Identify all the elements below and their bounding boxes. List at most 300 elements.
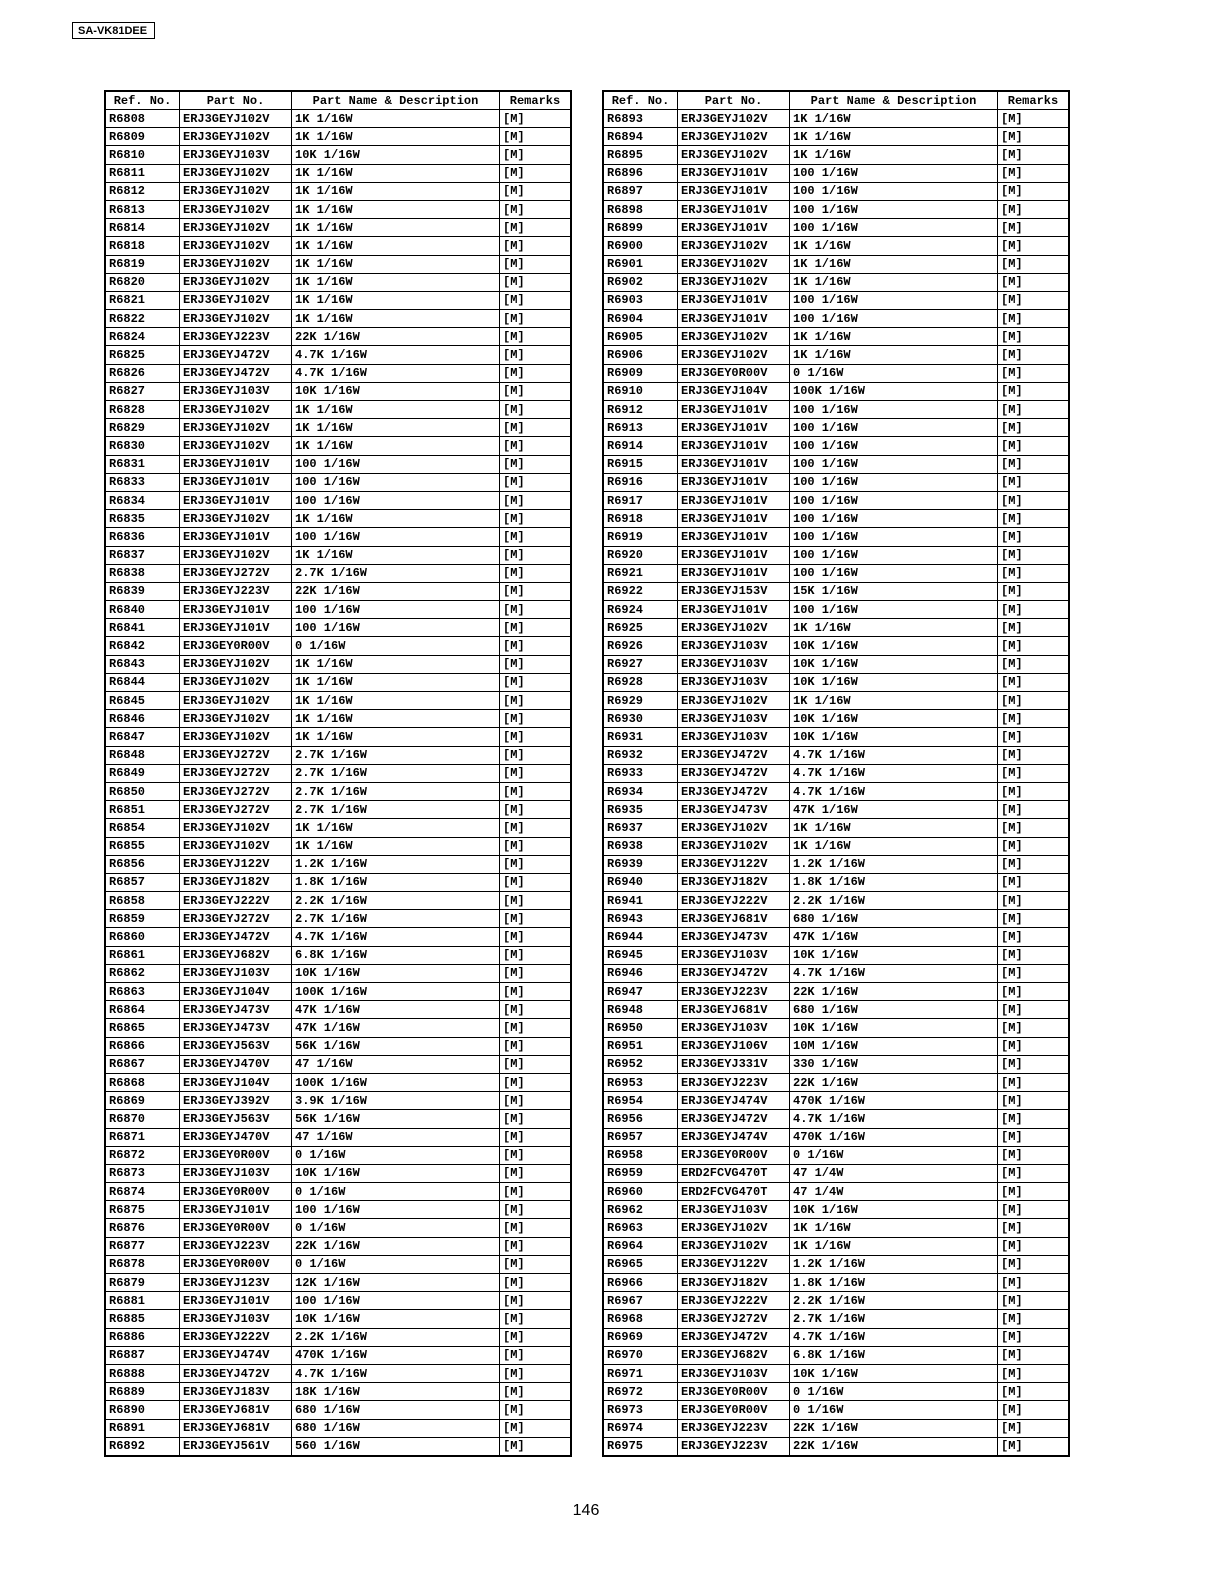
- part-no-cell: ERJ3GEY0R00V: [678, 1146, 790, 1164]
- part-no-cell: ERJ3GEYJ104V: [678, 382, 790, 400]
- ref-no-cell: R6925: [603, 619, 678, 637]
- ref-no-cell: R6937: [603, 819, 678, 837]
- table-row: [105, 837, 571, 855]
- ref-no-cell: R6957: [603, 1128, 678, 1146]
- remarks-cell: [M]: [998, 182, 1070, 200]
- ref-no-cell: R6951: [603, 1037, 678, 1055]
- remarks-cell: [M]: [998, 491, 1070, 509]
- table-row: [603, 782, 1069, 800]
- remarks-cell: [M]: [500, 346, 572, 364]
- description-cell: 22K 1/16W: [790, 983, 998, 1001]
- part-no-cell: ERJ3GEYJ102V: [180, 437, 292, 455]
- table-row: [105, 164, 571, 182]
- table-row: [105, 382, 571, 400]
- description-cell: 1K 1/16W: [292, 819, 500, 837]
- table-row: [603, 1346, 1069, 1364]
- part-no-cell: ERJ3GEYJ182V: [678, 873, 790, 891]
- description-cell: 100 1/16W: [790, 291, 998, 309]
- part-no-cell: ERD2FCVG470T: [678, 1164, 790, 1182]
- table-row: [603, 928, 1069, 946]
- table-row: [105, 1328, 571, 1346]
- table-row: [603, 255, 1069, 273]
- remarks-cell: [M]: [998, 1310, 1070, 1328]
- description-cell: 47K 1/16W: [790, 928, 998, 946]
- remarks-cell: [M]: [500, 801, 572, 819]
- table-row: [603, 364, 1069, 382]
- table-row: [603, 1073, 1069, 1091]
- ref-no-cell: R6814: [105, 219, 180, 237]
- remarks-cell: [M]: [500, 983, 572, 1001]
- ref-no-cell: R6827: [105, 382, 180, 400]
- part-no-cell: ERJ3GEYJ102V: [180, 837, 292, 855]
- table-row: [603, 655, 1069, 673]
- col-remarks: Remarks: [500, 91, 572, 110]
- description-cell: 1K 1/16W: [292, 310, 500, 328]
- table-row: [105, 346, 571, 364]
- remarks-cell: [M]: [500, 200, 572, 218]
- remarks-cell: [M]: [998, 1073, 1070, 1091]
- ref-no-cell: R6938: [603, 837, 678, 855]
- description-cell: 2.7K 1/16W: [292, 764, 500, 782]
- part-no-cell: ERJ3GEYJ102V: [180, 419, 292, 437]
- table-row: [105, 237, 571, 255]
- ref-no-cell: R6909: [603, 364, 678, 382]
- part-no-cell: ERJ3GEYJ103V: [180, 146, 292, 164]
- ref-no-cell: R6868: [105, 1073, 180, 1091]
- ref-no-cell: R6875: [105, 1201, 180, 1219]
- description-cell: 18K 1/16W: [292, 1383, 500, 1401]
- part-no-cell: ERJ3GEYJ101V: [678, 164, 790, 182]
- part-no-cell: ERJ3GEY0R00V: [678, 1401, 790, 1419]
- ref-no-cell: R6886: [105, 1328, 180, 1346]
- table-row: [603, 564, 1069, 582]
- table-row: [105, 1019, 571, 1037]
- remarks-cell: [M]: [998, 1001, 1070, 1019]
- header-row: [105, 91, 571, 110]
- remarks-cell: [M]: [998, 310, 1070, 328]
- ref-no-cell: R6865: [105, 1019, 180, 1037]
- part-no-cell: ERJ3GEYJ472V: [678, 782, 790, 800]
- table-row: [105, 910, 571, 928]
- part-no-cell: ERJ3GEYJ101V: [678, 546, 790, 564]
- description-cell: 0 1/16W: [292, 637, 500, 655]
- description-cell: 1K 1/16W: [292, 728, 500, 746]
- remarks-cell: [M]: [500, 819, 572, 837]
- col-part-no: Part No.: [678, 91, 790, 110]
- ref-no-cell: R6870: [105, 1110, 180, 1128]
- table-row: [603, 455, 1069, 473]
- description-cell: 1.2K 1/16W: [292, 855, 500, 873]
- ref-no-cell: R6862: [105, 964, 180, 982]
- description-cell: 1K 1/16W: [790, 819, 998, 837]
- part-no-cell: ERJ3GEYJ102V: [678, 1237, 790, 1255]
- ref-no-cell: R6969: [603, 1328, 678, 1346]
- table-row: [105, 964, 571, 982]
- table-header: [105, 91, 571, 110]
- remarks-cell: [M]: [500, 1237, 572, 1255]
- ref-no-cell: R6960: [603, 1183, 678, 1201]
- ref-no-cell: R6844: [105, 673, 180, 691]
- remarks-cell: [M]: [998, 1110, 1070, 1128]
- table-row: [603, 728, 1069, 746]
- remarks-cell: [M]: [500, 1201, 572, 1219]
- remarks-cell: [M]: [998, 382, 1070, 400]
- remarks-cell: [M]: [500, 928, 572, 946]
- remarks-cell: [M]: [500, 710, 572, 728]
- description-cell: 100 1/16W: [790, 528, 998, 546]
- part-no-cell: ERJ3GEYJ561V: [180, 1437, 292, 1456]
- part-no-cell: ERJ3GEYJ563V: [180, 1037, 292, 1055]
- table-row: [105, 1437, 571, 1456]
- table-row: [105, 546, 571, 564]
- table-row: [105, 764, 571, 782]
- table-row: [603, 964, 1069, 982]
- part-no-cell: ERJ3GEYJ102V: [180, 510, 292, 528]
- table-row: [603, 710, 1069, 728]
- table-row: [105, 1419, 571, 1437]
- ref-no-cell: R6934: [603, 782, 678, 800]
- description-cell: 100 1/16W: [790, 564, 998, 582]
- part-no-cell: ERJ3GEYJ102V: [180, 182, 292, 200]
- table-row: [105, 855, 571, 873]
- part-no-cell: ERJ3GEYJ103V: [678, 946, 790, 964]
- ref-no-cell: R6842: [105, 637, 180, 655]
- description-cell: 1K 1/16W: [292, 710, 500, 728]
- ref-no-cell: R6864: [105, 1001, 180, 1019]
- ref-no-cell: R6839: [105, 582, 180, 600]
- remarks-cell: [M]: [500, 1037, 572, 1055]
- table-row: [105, 1146, 571, 1164]
- ref-no-cell: R6847: [105, 728, 180, 746]
- ref-no-cell: R6900: [603, 237, 678, 255]
- description-cell: 1K 1/16W: [790, 346, 998, 364]
- remarks-cell: [M]: [998, 946, 1070, 964]
- part-no-cell: ERJ3GEYJ101V: [678, 291, 790, 309]
- table-row: [603, 291, 1069, 309]
- ref-no-cell: R6944: [603, 928, 678, 946]
- remarks-cell: [M]: [500, 564, 572, 582]
- description-cell: 4.7K 1/16W: [790, 1328, 998, 1346]
- table-row: [105, 928, 571, 946]
- remarks-cell: [M]: [500, 782, 572, 800]
- part-no-cell: ERJ3GEYJ681V: [180, 1401, 292, 1419]
- part-no-cell: ERJ3GEYJ103V: [180, 964, 292, 982]
- description-cell: 1.8K 1/16W: [790, 873, 998, 891]
- col-remarks: Remarks: [998, 91, 1070, 110]
- ref-no-cell: R6950: [603, 1019, 678, 1037]
- remarks-cell: [M]: [500, 837, 572, 855]
- part-no-cell: ERJ3GEYJ272V: [180, 746, 292, 764]
- ref-no-cell: R6856: [105, 855, 180, 873]
- model-tag: SA-VK81DEE: [72, 22, 155, 39]
- ref-no-cell: R6894: [603, 128, 678, 146]
- description-cell: 1.8K 1/16W: [790, 1274, 998, 1292]
- table-row: [105, 1164, 571, 1182]
- part-no-cell: ERJ3GEYJ472V: [180, 1364, 292, 1382]
- table-row: [603, 1255, 1069, 1273]
- ref-no-cell: R6871: [105, 1128, 180, 1146]
- part-no-cell: ERJ3GEY0R00V: [180, 1219, 292, 1237]
- remarks-cell: [M]: [998, 601, 1070, 619]
- remarks-cell: [M]: [500, 1128, 572, 1146]
- ref-no-cell: R6810: [105, 146, 180, 164]
- description-cell: 47 1/4W: [790, 1164, 998, 1182]
- ref-no-cell: R6835: [105, 510, 180, 528]
- remarks-cell: [M]: [998, 764, 1070, 782]
- ref-no-cell: R6873: [105, 1164, 180, 1182]
- table-row: [603, 473, 1069, 491]
- part-no-cell: ERJ3GEYJ153V: [678, 582, 790, 600]
- part-no-cell: ERJ3GEYJ103V: [678, 1364, 790, 1382]
- part-no-cell: ERJ3GEYJ101V: [678, 310, 790, 328]
- description-cell: 100 1/16W: [790, 401, 998, 419]
- part-no-cell: ERJ3GEYJ331V: [678, 1055, 790, 1073]
- description-cell: 4.7K 1/16W: [292, 364, 500, 382]
- table-row: [603, 128, 1069, 146]
- table-row: [603, 146, 1069, 164]
- ref-no-cell: R6877: [105, 1237, 180, 1255]
- ref-no-cell: R6850: [105, 782, 180, 800]
- description-cell: 100K 1/16W: [292, 983, 500, 1001]
- description-cell: 1K 1/16W: [790, 237, 998, 255]
- remarks-cell: [M]: [998, 637, 1070, 655]
- description-cell: 1K 1/16W: [292, 546, 500, 564]
- description-cell: 56K 1/16W: [292, 1110, 500, 1128]
- remarks-cell: [M]: [500, 601, 572, 619]
- part-no-cell: ERJ3GEYJ470V: [180, 1055, 292, 1073]
- part-no-cell: ERJ3GEYJ102V: [180, 401, 292, 419]
- description-cell: 4.7K 1/16W: [790, 746, 998, 764]
- remarks-cell: [M]: [998, 582, 1070, 600]
- table-row: [603, 910, 1069, 928]
- ref-no-cell: R6855: [105, 837, 180, 855]
- ref-no-cell: R6887: [105, 1346, 180, 1364]
- ref-no-cell: R6819: [105, 255, 180, 273]
- description-cell: 100 1/16W: [790, 455, 998, 473]
- part-no-cell: ERJ3GEYJ222V: [180, 892, 292, 910]
- table-row: [105, 946, 571, 964]
- part-no-cell: ERJ3GEYJ102V: [180, 291, 292, 309]
- description-cell: 10K 1/16W: [790, 1201, 998, 1219]
- part-no-cell: ERJ3GEYJ681V: [678, 910, 790, 928]
- ref-no-cell: R6910: [603, 382, 678, 400]
- part-no-cell: ERJ3GEYJ102V: [180, 819, 292, 837]
- part-no-cell: ERJ3GEYJ474V: [678, 1128, 790, 1146]
- table-row: [105, 1055, 571, 1073]
- ref-no-cell: R6866: [105, 1037, 180, 1055]
- table-row: [603, 401, 1069, 419]
- part-no-cell: ERJ3GEYJ474V: [678, 1092, 790, 1110]
- table-row: [105, 328, 571, 346]
- description-cell: 680 1/16W: [790, 1001, 998, 1019]
- ref-no-cell: R6956: [603, 1110, 678, 1128]
- description-cell: 10K 1/16W: [292, 1164, 500, 1182]
- remarks-cell: [M]: [500, 273, 572, 291]
- part-no-cell: ERJ3GEYJ122V: [180, 855, 292, 873]
- table-row: [105, 892, 571, 910]
- remarks-cell: [M]: [500, 637, 572, 655]
- ref-no-cell: R6974: [603, 1419, 678, 1437]
- remarks-cell: [M]: [500, 237, 572, 255]
- part-no-cell: ERJ3GEYJ101V: [180, 491, 292, 509]
- table-row: [603, 1310, 1069, 1328]
- part-no-cell: ERJ3GEYJ392V: [180, 1092, 292, 1110]
- description-cell: 10K 1/16W: [790, 655, 998, 673]
- part-no-cell: ERJ3GEYJ103V: [180, 1310, 292, 1328]
- description-cell: 1K 1/16W: [292, 219, 500, 237]
- ref-no-cell: R6874: [105, 1183, 180, 1201]
- table-row: [105, 219, 571, 237]
- ref-no-cell: R6876: [105, 1219, 180, 1237]
- remarks-cell: [M]: [500, 364, 572, 382]
- remarks-cell: [M]: [998, 1237, 1070, 1255]
- description-cell: 0 1/16W: [292, 1183, 500, 1201]
- table-row: [603, 983, 1069, 1001]
- table-body: [105, 110, 571, 1456]
- description-cell: 22K 1/16W: [790, 1073, 998, 1091]
- remarks-cell: [M]: [998, 255, 1070, 273]
- table-row: [603, 837, 1069, 855]
- ref-no-cell: R6854: [105, 819, 180, 837]
- ref-no-cell: R6943: [603, 910, 678, 928]
- remarks-cell: [M]: [998, 110, 1070, 128]
- part-no-cell: ERJ3GEYJ222V: [678, 1292, 790, 1310]
- table-row: [105, 401, 571, 419]
- table-row: [105, 637, 571, 655]
- remarks-cell: [M]: [998, 237, 1070, 255]
- ref-no-cell: R6917: [603, 491, 678, 509]
- part-no-cell: ERJ3GEYJ104V: [180, 1073, 292, 1091]
- remarks-cell: [M]: [500, 146, 572, 164]
- ref-no-cell: R6813: [105, 200, 180, 218]
- table-row: [105, 1110, 571, 1128]
- part-no-cell: ERJ3GEYJ102V: [180, 673, 292, 691]
- part-no-cell: ERJ3GEYJ103V: [678, 673, 790, 691]
- table-row: [603, 273, 1069, 291]
- table-row: [105, 437, 571, 455]
- remarks-cell: [M]: [998, 673, 1070, 691]
- table-row: [603, 200, 1069, 218]
- ref-no-cell: R6947: [603, 983, 678, 1001]
- remarks-cell: [M]: [998, 837, 1070, 855]
- remarks-cell: [M]: [500, 528, 572, 546]
- description-cell: 0 1/16W: [790, 364, 998, 382]
- table-row: [105, 1219, 571, 1237]
- ref-no-cell: R6843: [105, 655, 180, 673]
- part-no-cell: ERJ3GEYJ106V: [678, 1037, 790, 1055]
- ref-no-cell: R6846: [105, 710, 180, 728]
- ref-no-cell: R6914: [603, 437, 678, 455]
- part-no-cell: ERJ3GEYJ102V: [678, 1219, 790, 1237]
- table-row: [105, 1292, 571, 1310]
- ref-no-cell: R6962: [603, 1201, 678, 1219]
- remarks-cell: [M]: [500, 1092, 572, 1110]
- description-cell: 1.2K 1/16W: [790, 1255, 998, 1273]
- ref-no-cell: R6901: [603, 255, 678, 273]
- description-cell: 47K 1/16W: [292, 1001, 500, 1019]
- part-no-cell: ERJ3GEY0R00V: [180, 1255, 292, 1273]
- ref-no-cell: R6809: [105, 128, 180, 146]
- part-no-cell: ERJ3GEYJ223V: [180, 582, 292, 600]
- table-row: [105, 655, 571, 673]
- part-no-cell: ERJ3GEYJ183V: [180, 1383, 292, 1401]
- table-row: [603, 1037, 1069, 1055]
- part-no-cell: ERJ3GEYJ682V: [678, 1346, 790, 1364]
- table-row: [105, 601, 571, 619]
- remarks-cell: [M]: [500, 692, 572, 710]
- description-cell: 12K 1/16W: [292, 1274, 500, 1292]
- remarks-cell: [M]: [500, 1255, 572, 1273]
- col-description: Part Name & Description: [790, 91, 998, 110]
- table-row: [105, 873, 571, 891]
- ref-no-cell: R6939: [603, 855, 678, 873]
- ref-no-cell: R6845: [105, 692, 180, 710]
- part-no-cell: ERJ3GEYJ272V: [180, 564, 292, 582]
- ref-no-cell: R6919: [603, 528, 678, 546]
- remarks-cell: [M]: [998, 655, 1070, 673]
- table-row: [603, 1055, 1069, 1073]
- col-ref-no: Ref. No.: [603, 91, 678, 110]
- remarks-cell: [M]: [998, 873, 1070, 891]
- part-no-cell: ERJ3GEYJ101V: [180, 473, 292, 491]
- description-cell: 100 1/16W: [292, 491, 500, 509]
- col-part-no: Part No.: [180, 91, 292, 110]
- part-no-cell: ERJ3GEYJ101V: [678, 528, 790, 546]
- part-no-cell: ERJ3GEYJ103V: [678, 1201, 790, 1219]
- remarks-cell: [M]: [500, 455, 572, 473]
- ref-no-cell: R6820: [105, 273, 180, 291]
- remarks-cell: [M]: [998, 510, 1070, 528]
- table-row: [105, 273, 571, 291]
- remarks-cell: [M]: [998, 710, 1070, 728]
- ref-no-cell: R6837: [105, 546, 180, 564]
- description-cell: 1K 1/16W: [790, 837, 998, 855]
- part-no-cell: ERJ3GEYJ101V: [180, 455, 292, 473]
- table-row: [105, 364, 571, 382]
- remarks-cell: [M]: [500, 1274, 572, 1292]
- part-no-cell: ERJ3GEYJ102V: [678, 110, 790, 128]
- part-no-cell: ERJ3GEYJ102V: [678, 619, 790, 637]
- description-cell: 100K 1/16W: [292, 1073, 500, 1091]
- description-cell: 2.2K 1/16W: [790, 1292, 998, 1310]
- description-cell: 100 1/16W: [292, 455, 500, 473]
- description-cell: 100K 1/16W: [790, 382, 998, 400]
- ref-no-cell: R6920: [603, 546, 678, 564]
- description-cell: 100 1/16W: [790, 473, 998, 491]
- description-cell: 1K 1/16W: [292, 673, 500, 691]
- remarks-cell: [M]: [998, 1437, 1070, 1456]
- ref-no-cell: R6858: [105, 892, 180, 910]
- part-no-cell: ERJ3GEYJ101V: [678, 437, 790, 455]
- description-cell: 0 1/16W: [790, 1146, 998, 1164]
- description-cell: 0 1/16W: [292, 1219, 500, 1237]
- description-cell: 15K 1/16W: [790, 582, 998, 600]
- remarks-cell: [M]: [500, 255, 572, 273]
- description-cell: 560 1/16W: [292, 1437, 500, 1456]
- ref-no-cell: R6895: [603, 146, 678, 164]
- part-no-cell: ERJ3GEYJ102V: [180, 692, 292, 710]
- table-row: [603, 164, 1069, 182]
- part-no-cell: ERJ3GEYJ102V: [180, 655, 292, 673]
- remarks-cell: [M]: [998, 1274, 1070, 1292]
- remarks-cell: [M]: [998, 200, 1070, 218]
- remarks-cell: [M]: [998, 819, 1070, 837]
- ref-no-cell: R6931: [603, 728, 678, 746]
- ref-no-cell: R6881: [105, 1292, 180, 1310]
- part-no-cell: ERJ3GEYJ272V: [180, 801, 292, 819]
- table-row: [105, 692, 571, 710]
- description-cell: 3.9K 1/16W: [292, 1092, 500, 1110]
